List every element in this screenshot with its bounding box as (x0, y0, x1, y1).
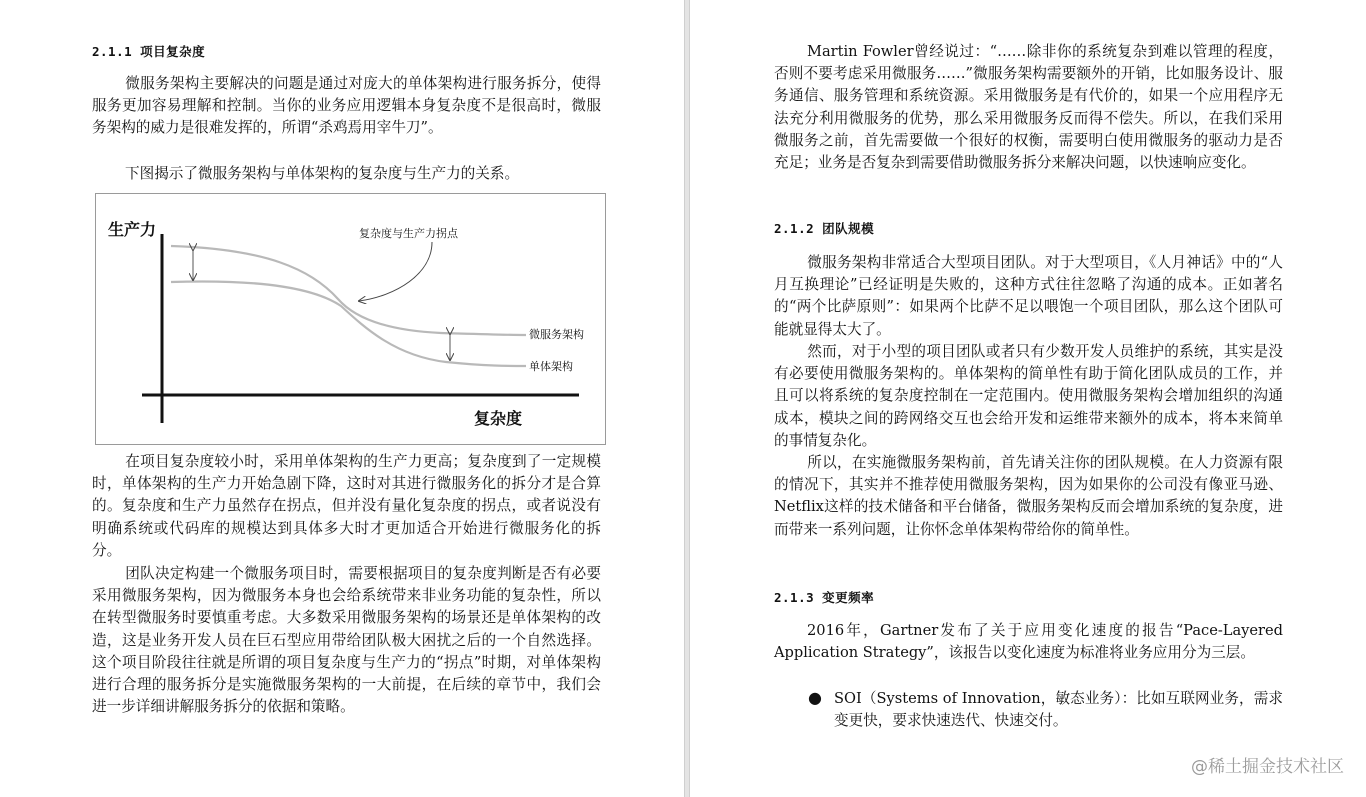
x-axis-label: 复杂度 (474, 409, 523, 428)
callout-arrow (359, 242, 432, 301)
paragraph (92, 163, 601, 185)
microservice-curve-label: 微服务架构 (529, 328, 584, 341)
figure-drawing (96, 194, 604, 443)
section-heading-2-1-2: 2.1.2 团队规模 (774, 221, 875, 236)
watermark: @稀土掘金技术社区 (1191, 757, 1344, 777)
y-axis-label: 生产力 (108, 220, 157, 239)
microservice-curve (171, 246, 526, 335)
paragraph-text: 在项目复杂度较小时，采用单体架构的生产力更高；复杂度到了一定规模时，单体架构的生产力开始急剧下降，这时对其进行微服务化的拆分才是合算的。复杂度和生产力虽然存在拐点，但并没有量化复杂度的拐点，或者说没有明确系统或代码库的规模达到具体多大时才更加适合开始进行微服务化的拆分。 (92, 453, 601, 559)
paragraph-text: 微服务架构主要解决的问题是通过对庞大的单体架构进行服务拆分，使得服务更加容易理解和控制。当你的业务应用逻辑本身复杂度不是很高时，微服务架构的威力是很难发挥的，所谓“杀鸡焉用宰牛刀”。 (92, 75, 601, 137)
paragraph (774, 41, 1283, 174)
paragraph-text: 微服务架构非常适合大型项目团队。对于大型项目，《人月神话》中的“人月互换理论”已经证明是失败的，这种方式往往忽略了沟通的成本。正如著名的“两个比萨原则”：如果两个比萨不足以喂饱一个项目团队，那么这个团队可能就显得太大了。 (774, 254, 1283, 338)
monolith-curve-label: 单体架构 (529, 360, 573, 373)
paragraph-text: 下图揭示了微服务架构与单体架构的复杂度与生产力的关系。 (125, 165, 520, 182)
paragraph-text: 然而，对于小型的项目团队或者只有少数开发人员维护的系统，其实是没有必要使用微服务架构的。单体架构的简单性有助于简化团队成员的工作，并且可以将系统的复杂度控制在一定范围内。使用微服务架构会增加组织的沟通成本，模块之间的跨网络交互也会给开发和运维带来额外的成本，将本来简单的事情复杂化。 (774, 343, 1283, 449)
monolith-curve (171, 281, 526, 366)
section-heading-2-1-3: 2.1.3 变更频率 (774, 590, 875, 605)
paragraph-text: 2016年，Gartner发布了关于应用变化速度的报告“Pace-Layered Application Strategy”，该报告以变化速度为标准将业务应用分为三层。 (774, 622, 1283, 662)
complexity-productivity-figure (95, 193, 606, 445)
paragraph-text: Martin Fowler曾经说过：“……除非你的系统复杂到难以管理的程度，否则不要考虑采用微服务……”微服务架构需要额外的开销，比如服务设计、服务通信、服务管理和系统资源。采用微服务是有代价的，如果一个应用程序无法充分利用微服务的优势，那么采用微服务反而得不偿失。所以，在我们采用微服务之前，首先需要做一个很好的权衡，需要明白使用微服务的驱动力是否充足；业务是否复杂到需要借助微服务拆分来解决问题，以快速响应变化。 (774, 43, 1283, 172)
paragraph (92, 451, 601, 562)
paragraph (774, 452, 1283, 541)
paragraph (92, 563, 601, 718)
paragraph-text: 所以，在实施微服务架构前，首先请关注你的团队规模。在人力资源有限的情况下，其实并不推荐使用微服务架构，因为如果你的公司没有像亚马逊、Netflix这样的技术储备和平台储备，微服务架构反而会增加系统的复杂度，进而带来一系列问题，让你怀念单体架构带给你的简单性。 (774, 454, 1283, 538)
paragraph (92, 73, 601, 140)
paragraph (774, 252, 1283, 341)
bullet-item (834, 688, 1283, 732)
inflection-callout: 复杂度与生产力拐点 (359, 227, 458, 240)
bullet-text: SOI（Systems of Innovation，敏态业务）：比如互联网业务，需求变更快，要求快速迭代、快速交付。 (834, 690, 1283, 730)
right-page (690, 0, 1366, 797)
paragraph (774, 620, 1283, 664)
paragraph (774, 341, 1283, 452)
paragraph-text: 团队决定构建一个微服务项目时，需要根据项目的复杂度判断是否有必要采用微服务架构，因为微服务本身也会给系统带来非业务功能的复杂性，所以在转型微服务时要慎重考虑。大多数采用微服务架构的场景还是单体架构的改造，这是业务开发人员在巨石型应用带给团队极大困扰之后的一个自然选择。这个项目阶段往往就是所谓的项目复杂度与生产力的“拐点”时期，对单体架构进行合理的服务拆分是实施微服务架构的一大前提，在后续的章节中，我们会进一步详细讲解服务拆分的依据和策略。 (92, 565, 601, 716)
section-heading-2-1-1: 2.1.1 项目复杂度 (92, 44, 206, 59)
bullet-marker: ● (808, 688, 822, 707)
